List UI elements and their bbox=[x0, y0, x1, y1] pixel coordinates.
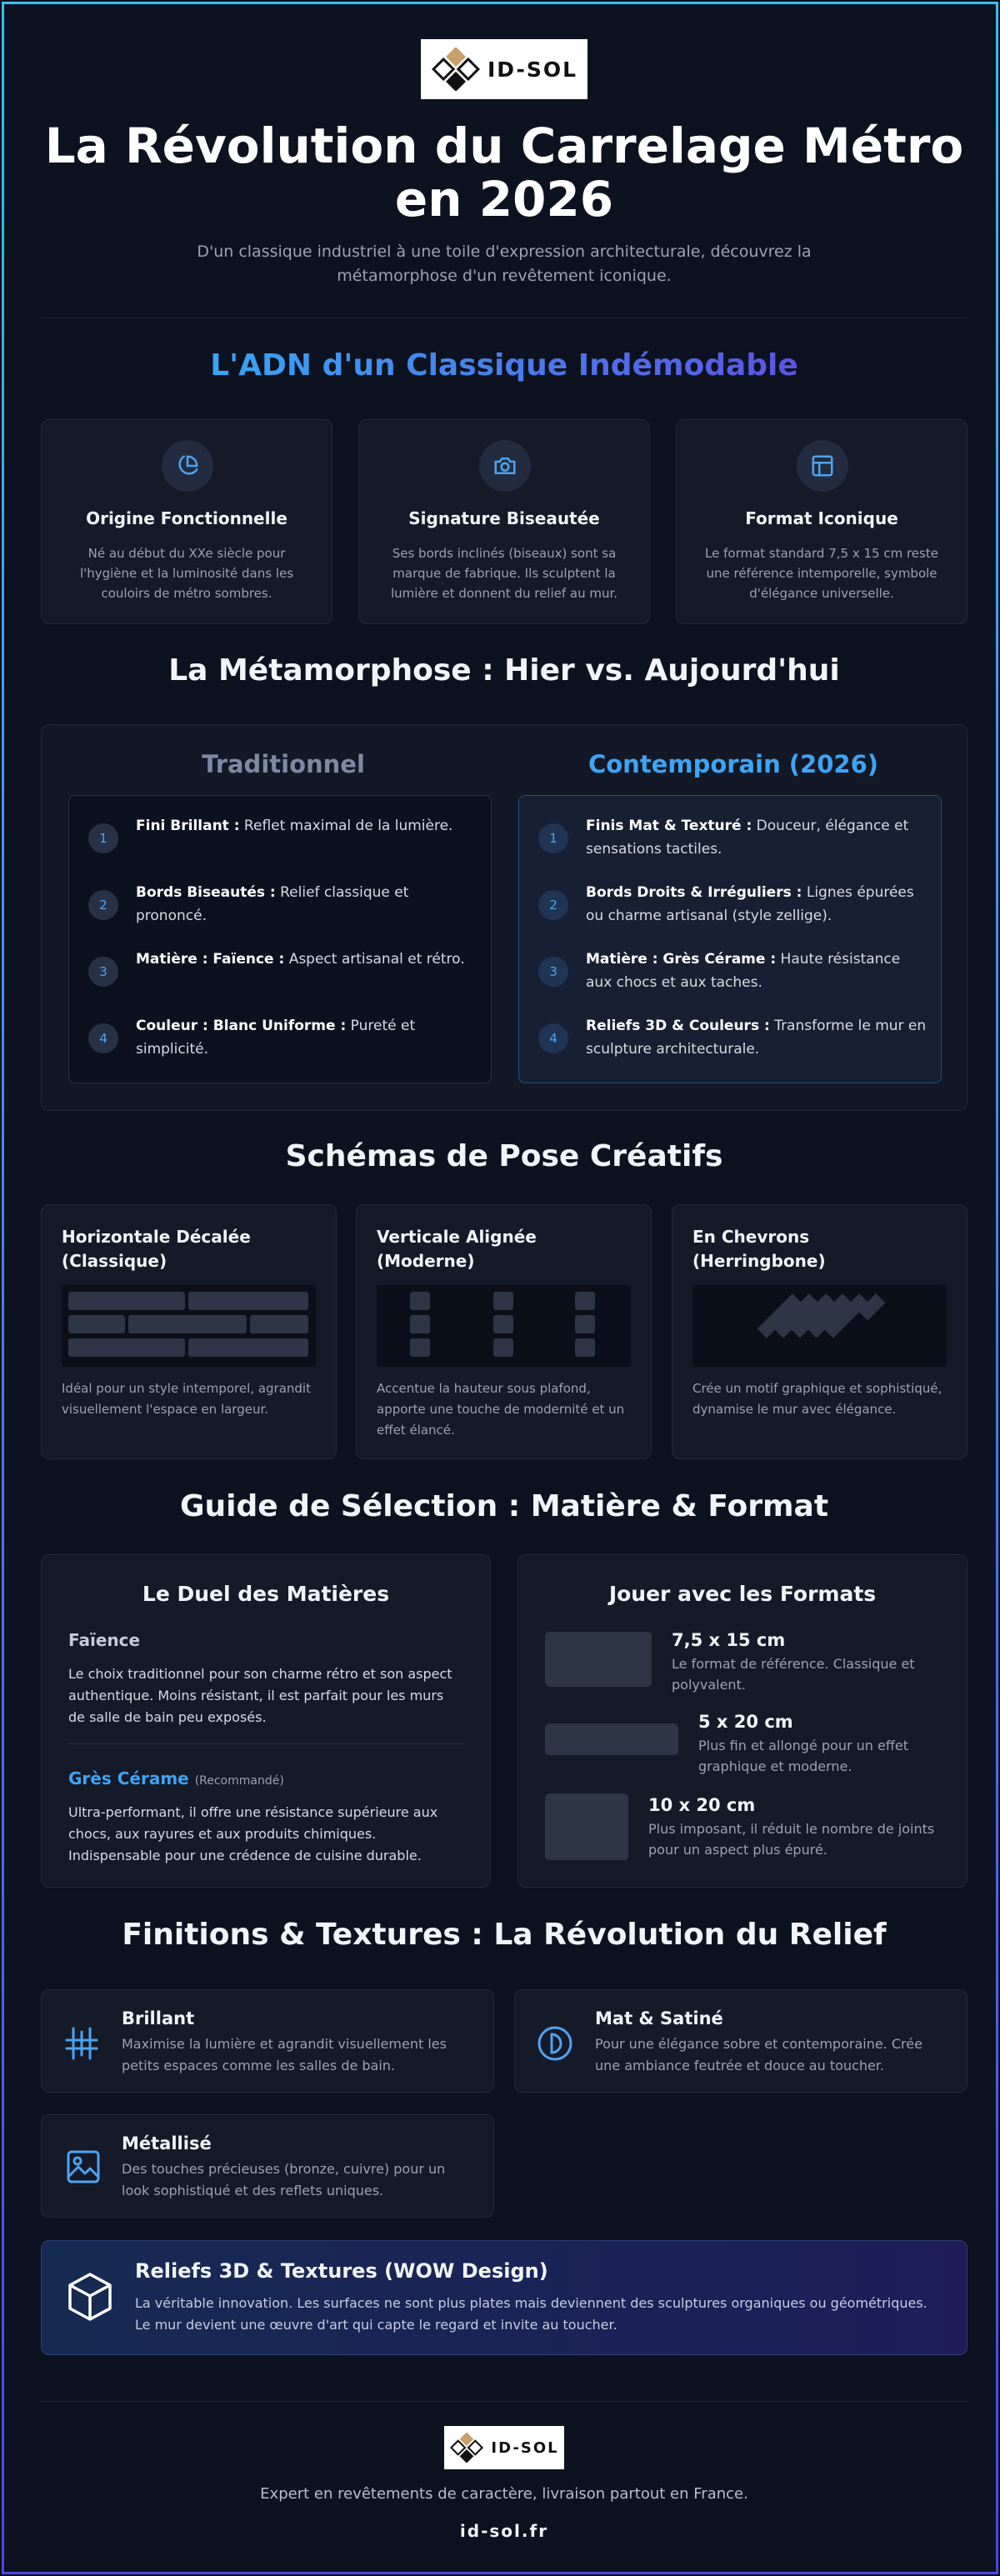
feature-card bbox=[41, 419, 332, 624]
pattern-card bbox=[356, 1204, 652, 1459]
vertical-pattern-illustration bbox=[377, 1285, 631, 1367]
staggered-pattern-illustration bbox=[62, 1285, 316, 1367]
format-desc: Plus fin et allongé pour un effet graphique et moderne. bbox=[698, 1738, 908, 1774]
brand-logo[interactable] bbox=[421, 39, 588, 99]
feature-title: Format Iconique bbox=[745, 508, 898, 528]
column-title-traditional: Traditionnel bbox=[202, 750, 365, 778]
page-frame bbox=[2, 2, 998, 2574]
format-name: 10 x 20 cm bbox=[648, 1795, 756, 1815]
page-subtitle: D'un classique industriel à une toile d'expression architecturale, découvrez la métamorphose d'un revêtement iconique. bbox=[197, 243, 812, 285]
material-name-faience: Faïence bbox=[68, 1630, 141, 1650]
finish-card bbox=[41, 2114, 494, 2218]
formats-card bbox=[518, 1554, 968, 1888]
pattern-card bbox=[672, 1204, 968, 1459]
herringbone-pattern-illustration bbox=[692, 1285, 947, 1367]
material-desc: Le choix traditionnel pour son charme rétro et son aspect authentique. Moins résistant, il est parfait pour les murs de salle de bain peu exposés. bbox=[68, 1666, 452, 1725]
list-item: Bords Biseautés : Relief classique et prononcé. bbox=[136, 884, 409, 924]
material-name-gres: Grès Cérame (Recommandé) bbox=[68, 1768, 284, 1788]
comparison-panel bbox=[41, 724, 968, 1111]
feature-desc: Le format standard 7,5 x 15 cm reste une référence intemporelle, symbole d'élégance universelle. bbox=[705, 546, 938, 601]
section-title-guide: Guide de Sélection : Matière & Format bbox=[179, 1489, 829, 1523]
pattern-desc: Idéal pour un style intemporel, agrandit visuellement l'espace en largeur. bbox=[62, 1381, 311, 1417]
step-number: 1 bbox=[88, 823, 118, 853]
finish-desc: Pour une élégance sobre et contemporaine. Crée une ambiance feutrée et douce au toucher. bbox=[595, 2036, 922, 2073]
logo-mark-icon bbox=[449, 2433, 484, 2463]
pattern-card bbox=[41, 1204, 337, 1459]
wow-title: Reliefs 3D & Textures (WOW Design) bbox=[135, 2259, 548, 2283]
section-title-pose: Schémas de Pose Créatifs bbox=[285, 1139, 723, 1173]
format-swatch bbox=[545, 1723, 678, 1755]
finish-desc: Maximise la lumière et agrandit visuellement les petits espaces comme les salles de bain. bbox=[122, 2036, 447, 2073]
image-icon bbox=[63, 2147, 103, 2190]
feature-title: Origine Fonctionnelle bbox=[86, 508, 288, 528]
list-item: Couleur : Blanc Uniforme : Pureté et simplicité. bbox=[136, 1018, 416, 1058]
pattern-title: Horizontale Décalée (Classique) bbox=[62, 1227, 251, 1271]
step-number: 4 bbox=[88, 1023, 118, 1053]
page-title: La Révolution du Carrelage Métro en 2026 bbox=[44, 118, 964, 228]
section-title-finitions: Finitions & Textures : La Révolution du Relief bbox=[122, 1918, 887, 1952]
camera-icon bbox=[479, 440, 531, 492]
footer-link[interactable]: id-sol.fr bbox=[459, 2521, 549, 2541]
contemporary-list bbox=[518, 795, 942, 1083]
pie-chart-icon bbox=[162, 440, 213, 492]
finish-card bbox=[514, 1989, 968, 2093]
finish-name: Brillant bbox=[122, 2008, 195, 2028]
layout-icon bbox=[797, 440, 848, 492]
materials-card bbox=[41, 1554, 491, 1888]
list-item: Bords Droits & Irréguliers : Lignes épurées ou charme artisanal (style zellige). bbox=[586, 884, 914, 924]
formats-title: Jouer avec les Formats bbox=[608, 1582, 877, 1606]
format-name: 7,5 x 15 cm bbox=[672, 1630, 786, 1650]
pattern-desc: Crée un motif graphique et sophistiqué, dynamise le mur avec élégance. bbox=[692, 1381, 942, 1417]
logo-text: ID-SOL bbox=[491, 2438, 559, 2457]
footer-logo[interactable] bbox=[444, 2426, 564, 2469]
finish-name: Mat & Satiné bbox=[595, 2008, 723, 2028]
step-number: 4 bbox=[538, 1023, 568, 1053]
footer-tagline: Expert en revêtements de caractère, livraison partout en France. bbox=[260, 2485, 748, 2503]
step-number: 2 bbox=[538, 890, 568, 920]
material-desc: Ultra-performant, il offre une résistance supérieure aux chocs, aux rayures et aux produits chimiques. Indispensable pour une crédence de cuisine durable. bbox=[68, 1804, 438, 1863]
list-item: Matière : Faïence : Aspect artisanal et rétro. bbox=[136, 951, 465, 968]
pattern-title: Verticale Alignée (Moderne) bbox=[377, 1227, 537, 1271]
logo-text: ID-SOL bbox=[487, 57, 578, 82]
materials-title: Le Duel des Matières bbox=[142, 1582, 390, 1606]
list-item: Matière : Grès Cérame : Haute résistance aux chocs et aux taches. bbox=[586, 951, 901, 991]
finish-card bbox=[41, 1989, 494, 2093]
feature-desc: Né au début du XXe siècle pour l'hygiène et la luminosité dans les couloirs de métro sombres. bbox=[79, 546, 294, 601]
list-item: Reliefs 3D & Couleurs : Transforme le mur en sculpture architecturale. bbox=[586, 1018, 927, 1058]
wow-desc: La véritable innovation. Les surfaces ne sont plus plates mais deviennent des sculptures organiques ou géométriques. Le mur devient une œuvre d'art qui capte le regard et invite au toucher. bbox=[135, 2295, 928, 2333]
sparkle-icon bbox=[62, 2023, 102, 2067]
step-number: 1 bbox=[538, 823, 568, 853]
step-number: 3 bbox=[88, 957, 118, 987]
format-swatch bbox=[545, 1793, 628, 1860]
feature-desc: Ses bords inclinés (biseaux) sont sa marque de fabrique. Ils sculptent la lumière et donnent du relief au mur. bbox=[390, 546, 618, 601]
step-number: 2 bbox=[88, 890, 118, 920]
section-title-metamorphose: La Métamorphose : Hier vs. Aujourd'hui bbox=[168, 653, 840, 688]
step-number: 3 bbox=[538, 957, 568, 987]
format-swatch bbox=[545, 1632, 652, 1687]
wow-design-card bbox=[41, 2240, 968, 2355]
list-item: Fini Brillant : Reflet maximal de la lumière. bbox=[136, 818, 453, 834]
pattern-desc: Accentue la hauteur sous plafond, apporte une touche de modernité et un effet élancé. bbox=[377, 1381, 625, 1438]
column-title-contemporary: Contemporain (2026) bbox=[588, 750, 879, 778]
feature-card bbox=[676, 419, 968, 624]
section-title-adn: L'ADN d'un Classique Indémodable bbox=[210, 348, 798, 383]
feature-title: Signature Biseautée bbox=[408, 508, 600, 528]
feature-card bbox=[358, 419, 650, 624]
finish-name: Métallisé bbox=[122, 2133, 212, 2153]
divider bbox=[41, 2401, 968, 2402]
list-item: Finis Mat & Texturé : Douceur, élégance et sensations tactiles. bbox=[586, 818, 909, 858]
format-desc: Le format de référence. Classique et polyvalent. bbox=[672, 1656, 915, 1693]
format-name: 5 x 20 cm bbox=[698, 1712, 793, 1732]
divider bbox=[68, 1743, 463, 1744]
traditional-list bbox=[68, 795, 492, 1083]
format-desc: Plus imposant, il réduit le nombre de joints pour un aspect plus épuré. bbox=[648, 1821, 935, 1858]
cube-icon bbox=[65, 2271, 115, 2326]
recommended-badge: (Recommandé) bbox=[194, 1774, 284, 1788]
pattern-title: En Chevrons (Herringbone) bbox=[692, 1227, 826, 1271]
finish-desc: Des touches précieuses (bronze, cuivre) pour un look sophistiqué et des reflets uniques. bbox=[122, 2161, 446, 2198]
matte-circle-icon bbox=[535, 2023, 575, 2067]
logo-mark-icon bbox=[431, 48, 481, 91]
